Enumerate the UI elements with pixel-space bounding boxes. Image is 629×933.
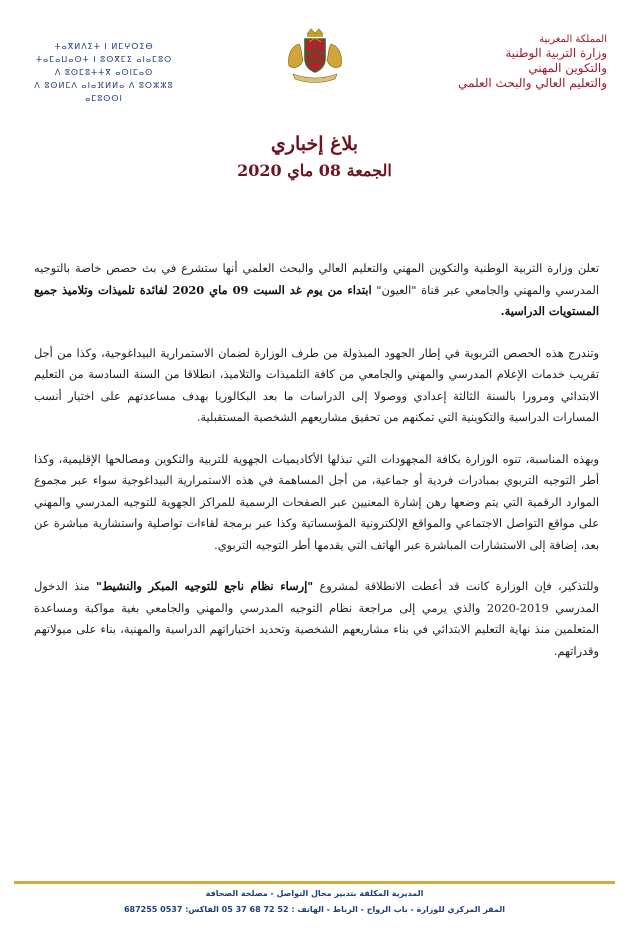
paragraph-4 bbox=[34, 576, 599, 662]
letterhead-tifinagh bbox=[14, 40, 194, 105]
document-date: الجمعة 08 ماي 2020 bbox=[237, 161, 392, 180]
letterhead-tifinagh-line1: ⵜⴰⴳⵍⴷⵉⵜ ⵏ ⵍⵎⵖⵔⵉⴱ bbox=[54, 42, 154, 51]
paragraph-4-project-name: "إرساء نظام ناجع للتوجيه المبكر والنشيط" bbox=[95, 579, 314, 593]
paragraph-1 bbox=[34, 258, 599, 323]
document-body bbox=[34, 258, 599, 682]
letterhead-ministry-line3: والتعليم العالي والبحث العلمي bbox=[458, 76, 607, 90]
footer-address: المقر المركزي للوزارة - باب الرواح - الرباط - الهاتف : 52 72 68 37 05 الفاكس: 0537 687255 bbox=[123, 905, 506, 914]
paragraph-4-text-b: منذ الدخول المدرسي 2019-2020 والذي يرمي إلى مراجعة نظام التوجيه المدرسي والمهني والجامعي بغية مواكبة ومساعدة المتعلمين منذ نهاية التعليم الابتدائي في بناء مشاريعهم الشخصية وتحديد اختياراتهم الدراسية والمهنية، بناء على ميولاتهم وقدراتهم. bbox=[34, 579, 599, 658]
moroccan-coat-of-arms-icon bbox=[285, 26, 345, 84]
paragraph-2: وتندرج هذه الحصص التربوية في إطار الجهود المبذولة من طرف الوزارة لضمان الاستمرارية البيداغوجية، وكذا من أجل تقريب خدمات الإعلام المدرسي والمهني والجامعي من كافة التلميذات والتلاميذ، انطلاقا من السنة السادسة من التعليم الابتدائي ومرورا بالسنة الثالثة إعدادي ووصولا إلى الدراسات ما بعد البكالوريا بهدف مساعدتهم على اختيار أنسب المسارات الدراسية والتكوينية التي تمكنهم من تحقيق مشاريعهم الشخصية المستقبلية. bbox=[34, 345, 599, 424]
footer-divider bbox=[14, 881, 615, 884]
letterhead-arabic bbox=[407, 34, 607, 91]
letterhead-tifinagh-line4: ⴷ ⵓⵙⵍⵎⴷ ⴰⵏⴰⴼⵍⵍⴰ ⴷ ⵓⵔⵣⵣⵓ ⴰⵎⵓⵙⵙⵏ bbox=[34, 81, 174, 103]
letterhead-tifinagh-line3: ⴷ ⵓⵙⵎⵓⵜⵜⴳ ⴰⵙⵏⵎⴰⵙ bbox=[54, 68, 154, 77]
paragraph-1-bold: ابتداء من يوم غد السبت 09 ماي 2020 لفائدة تلميذات وتلاميذ جميع المستويات الدراسية. bbox=[34, 282, 599, 318]
paragraph-1-text: تعلن وزارة التربية الوطنية والتكوين المهني والتعليم العالي والبحث العلمي أنها ستشرع في بث حصص خاصة بالتوجيه المدرسي والمهني والجامعي عبر قناة "العيون" bbox=[34, 261, 599, 297]
letterhead-tifinagh-line2: ⵜⴰⵎⴰⵡⴰⵙⵜ ⵏ ⵓⵙⴳⵎⵉ ⴰⵏⴰⵎⵓⵔ bbox=[35, 55, 173, 64]
paragraph-3: وبهذه المناسبة، تنوه الوزارة بكافة المجهودات التي تبذلها الأكاديميات الجهوية للتربية والتكوين ومصالحها الإقليمية، وكذا أطر التوجيه التربوي بمبادرات فردية أو جماعية، من أجل المساهمة في هذه الاستمرارية البيداغوجية سواء عبر مجموع الموارد الرقمية التي يتم وضعها رهن إشارة المعنيين عبر الصفحات الرسمية للمراكز الجهوية للتوجيه المدرسي والمهني على مواقع التواصل الاجتماعي والمواقع الإلكترونية المؤسساتية وكذا عبر برمجة لقاءات تواصلية واستشارية مباشرة عن بعد، إضافة إلى الاستشارات المباشرة عبر الهاتف التي يقدمها أطر التوجيه التربوي. bbox=[34, 451, 599, 552]
document-title: بلاغ إخباري bbox=[270, 133, 359, 155]
paragraph-4-text-a: وللتذكير، فإن الوزارة كانت قد أعطت الانطلاقة لمشروع bbox=[313, 579, 599, 593]
letterhead-ministry-line2: والتكوين المهني bbox=[528, 61, 607, 75]
letterhead-kingdom: المملكة المغربية bbox=[539, 34, 607, 45]
footer-department: المديرية المكلفة بتدبير مجال التواصل - مصلحة الصحافة bbox=[205, 889, 424, 898]
letterhead-ministry-line1: وزارة التربية الوطنية bbox=[505, 46, 607, 60]
